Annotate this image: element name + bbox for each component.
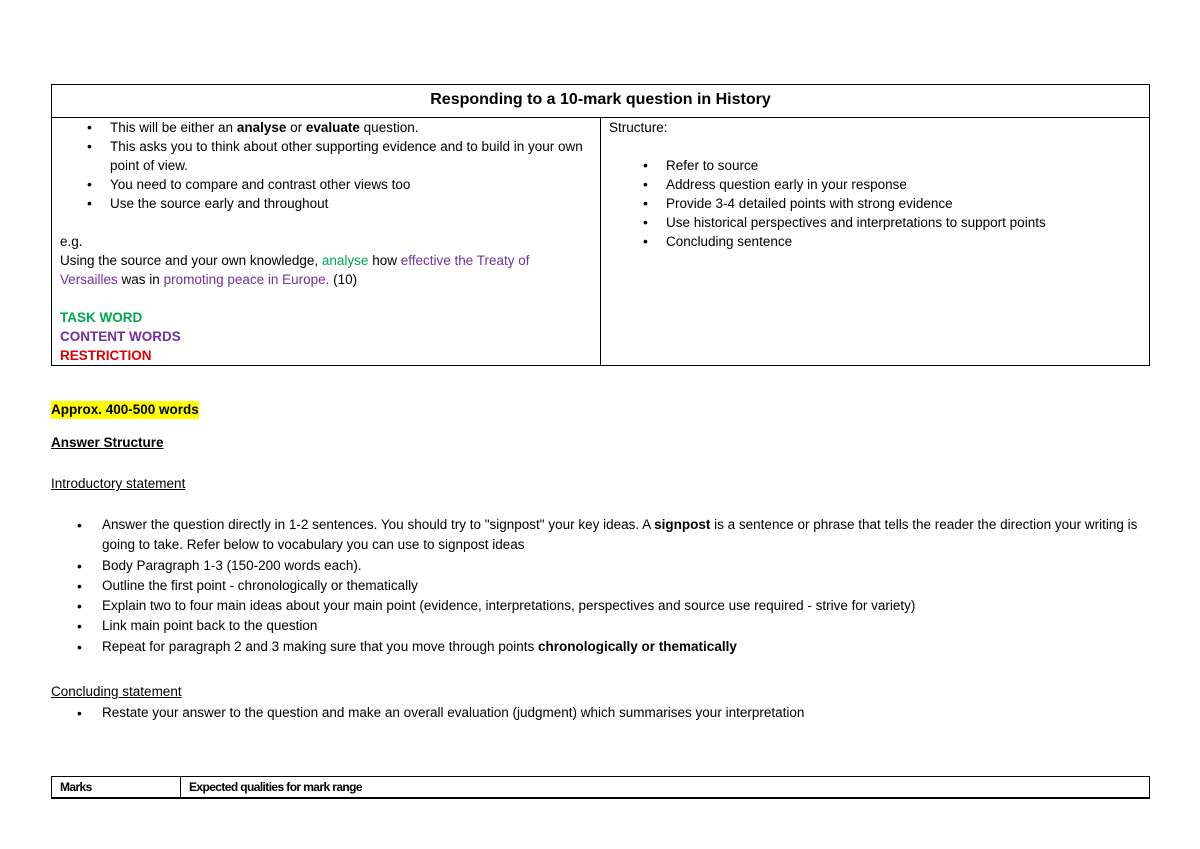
intro-heading: Introductory statement xyxy=(51,476,186,491)
structure-list xyxy=(609,156,1149,251)
list-item: • Body Paragraph 1-3 (150-200 words each). xyxy=(51,556,1161,576)
qualities-header: Expected qualities for mark range xyxy=(181,777,1150,799)
list-item: • Provide 3-4 detailed points with strong evidence xyxy=(609,194,1149,213)
list-item: • Answer the question directly in 1-2 sentences. You should try to "signpost" your key ideas. A signpost is a sentence or phrase that tells the reader the direction your writing is going to take. Refer below to vocabulary you can use to signpost ideas xyxy=(51,515,1161,556)
key-restriction: RESTRICTION xyxy=(60,348,152,363)
list-item: • Use the source early and throughout xyxy=(60,194,600,213)
table-title: Responding to a 10-mark question in History xyxy=(52,85,1150,118)
list-item: • Use historical perspectives and interpretations to support points xyxy=(609,213,1149,232)
list-item: • This asks you to think about other supporting evidence and to build in your own point of view. xyxy=(60,137,600,175)
evaluate-keyword: evaluate xyxy=(305,120,360,135)
example-question: Using the source and your own knowledge, analyse how effective the Treaty of Versailles was in promoting peace in Europe. (10) xyxy=(60,253,530,287)
example-task-word: analyse xyxy=(321,253,369,268)
example-label: e.g. xyxy=(60,234,83,249)
question-info-list xyxy=(60,118,600,213)
list-item: • This will be either an analyse or evaluate question. xyxy=(60,118,600,137)
list-item: • Repeat for paragraph 2 and 3 making sure that you move through points chronologically or thematically xyxy=(51,637,1161,657)
conclusion-list xyxy=(51,703,1151,723)
word-count-highlight: Approx. 400-500 words xyxy=(51,402,199,417)
signpost-keyword: signpost xyxy=(654,517,711,532)
marks-table xyxy=(51,776,1150,799)
example-content-words: effective the Treaty of Versailles xyxy=(60,253,530,287)
key-content-words: CONTENT WORDS xyxy=(60,329,181,344)
list-item: • Refer to source xyxy=(609,156,1149,175)
list-item: • Concluding sentence xyxy=(609,232,1149,251)
question-guide-table xyxy=(51,84,1150,366)
answer-structure-heading: Answer Structure xyxy=(51,435,164,450)
list-item: • Restate your answer to the question and make an overall evaluation (judgment) which summarises your interpretation xyxy=(51,703,1151,723)
intro-list xyxy=(51,515,1161,657)
conclusion-heading: Concluding statement xyxy=(51,684,182,699)
analyse-keyword: analyse xyxy=(236,120,287,135)
marks-header: Marks xyxy=(52,777,181,799)
question-info-cell xyxy=(52,118,601,366)
example-restriction: promoting peace in Europe. xyxy=(163,272,330,287)
list-item: • Address question early in your response xyxy=(609,175,1149,194)
chronological-keyword: chronologically or thematically xyxy=(538,638,737,654)
structure-heading: Structure: xyxy=(609,120,668,135)
list-item: • Explain two to four main ideas about your main point (evidence, interpretations, perspectives and source use required - strive for variety) xyxy=(51,596,1161,616)
list-item: • Outline the first point - chronologically or thematically xyxy=(51,576,1161,596)
structure-cell xyxy=(601,118,1150,366)
key-task-word: TASK WORD xyxy=(60,310,143,325)
list-item: • You need to compare and contrast other views too xyxy=(60,175,600,194)
list-item: • Link main point back to the question xyxy=(51,616,1161,636)
